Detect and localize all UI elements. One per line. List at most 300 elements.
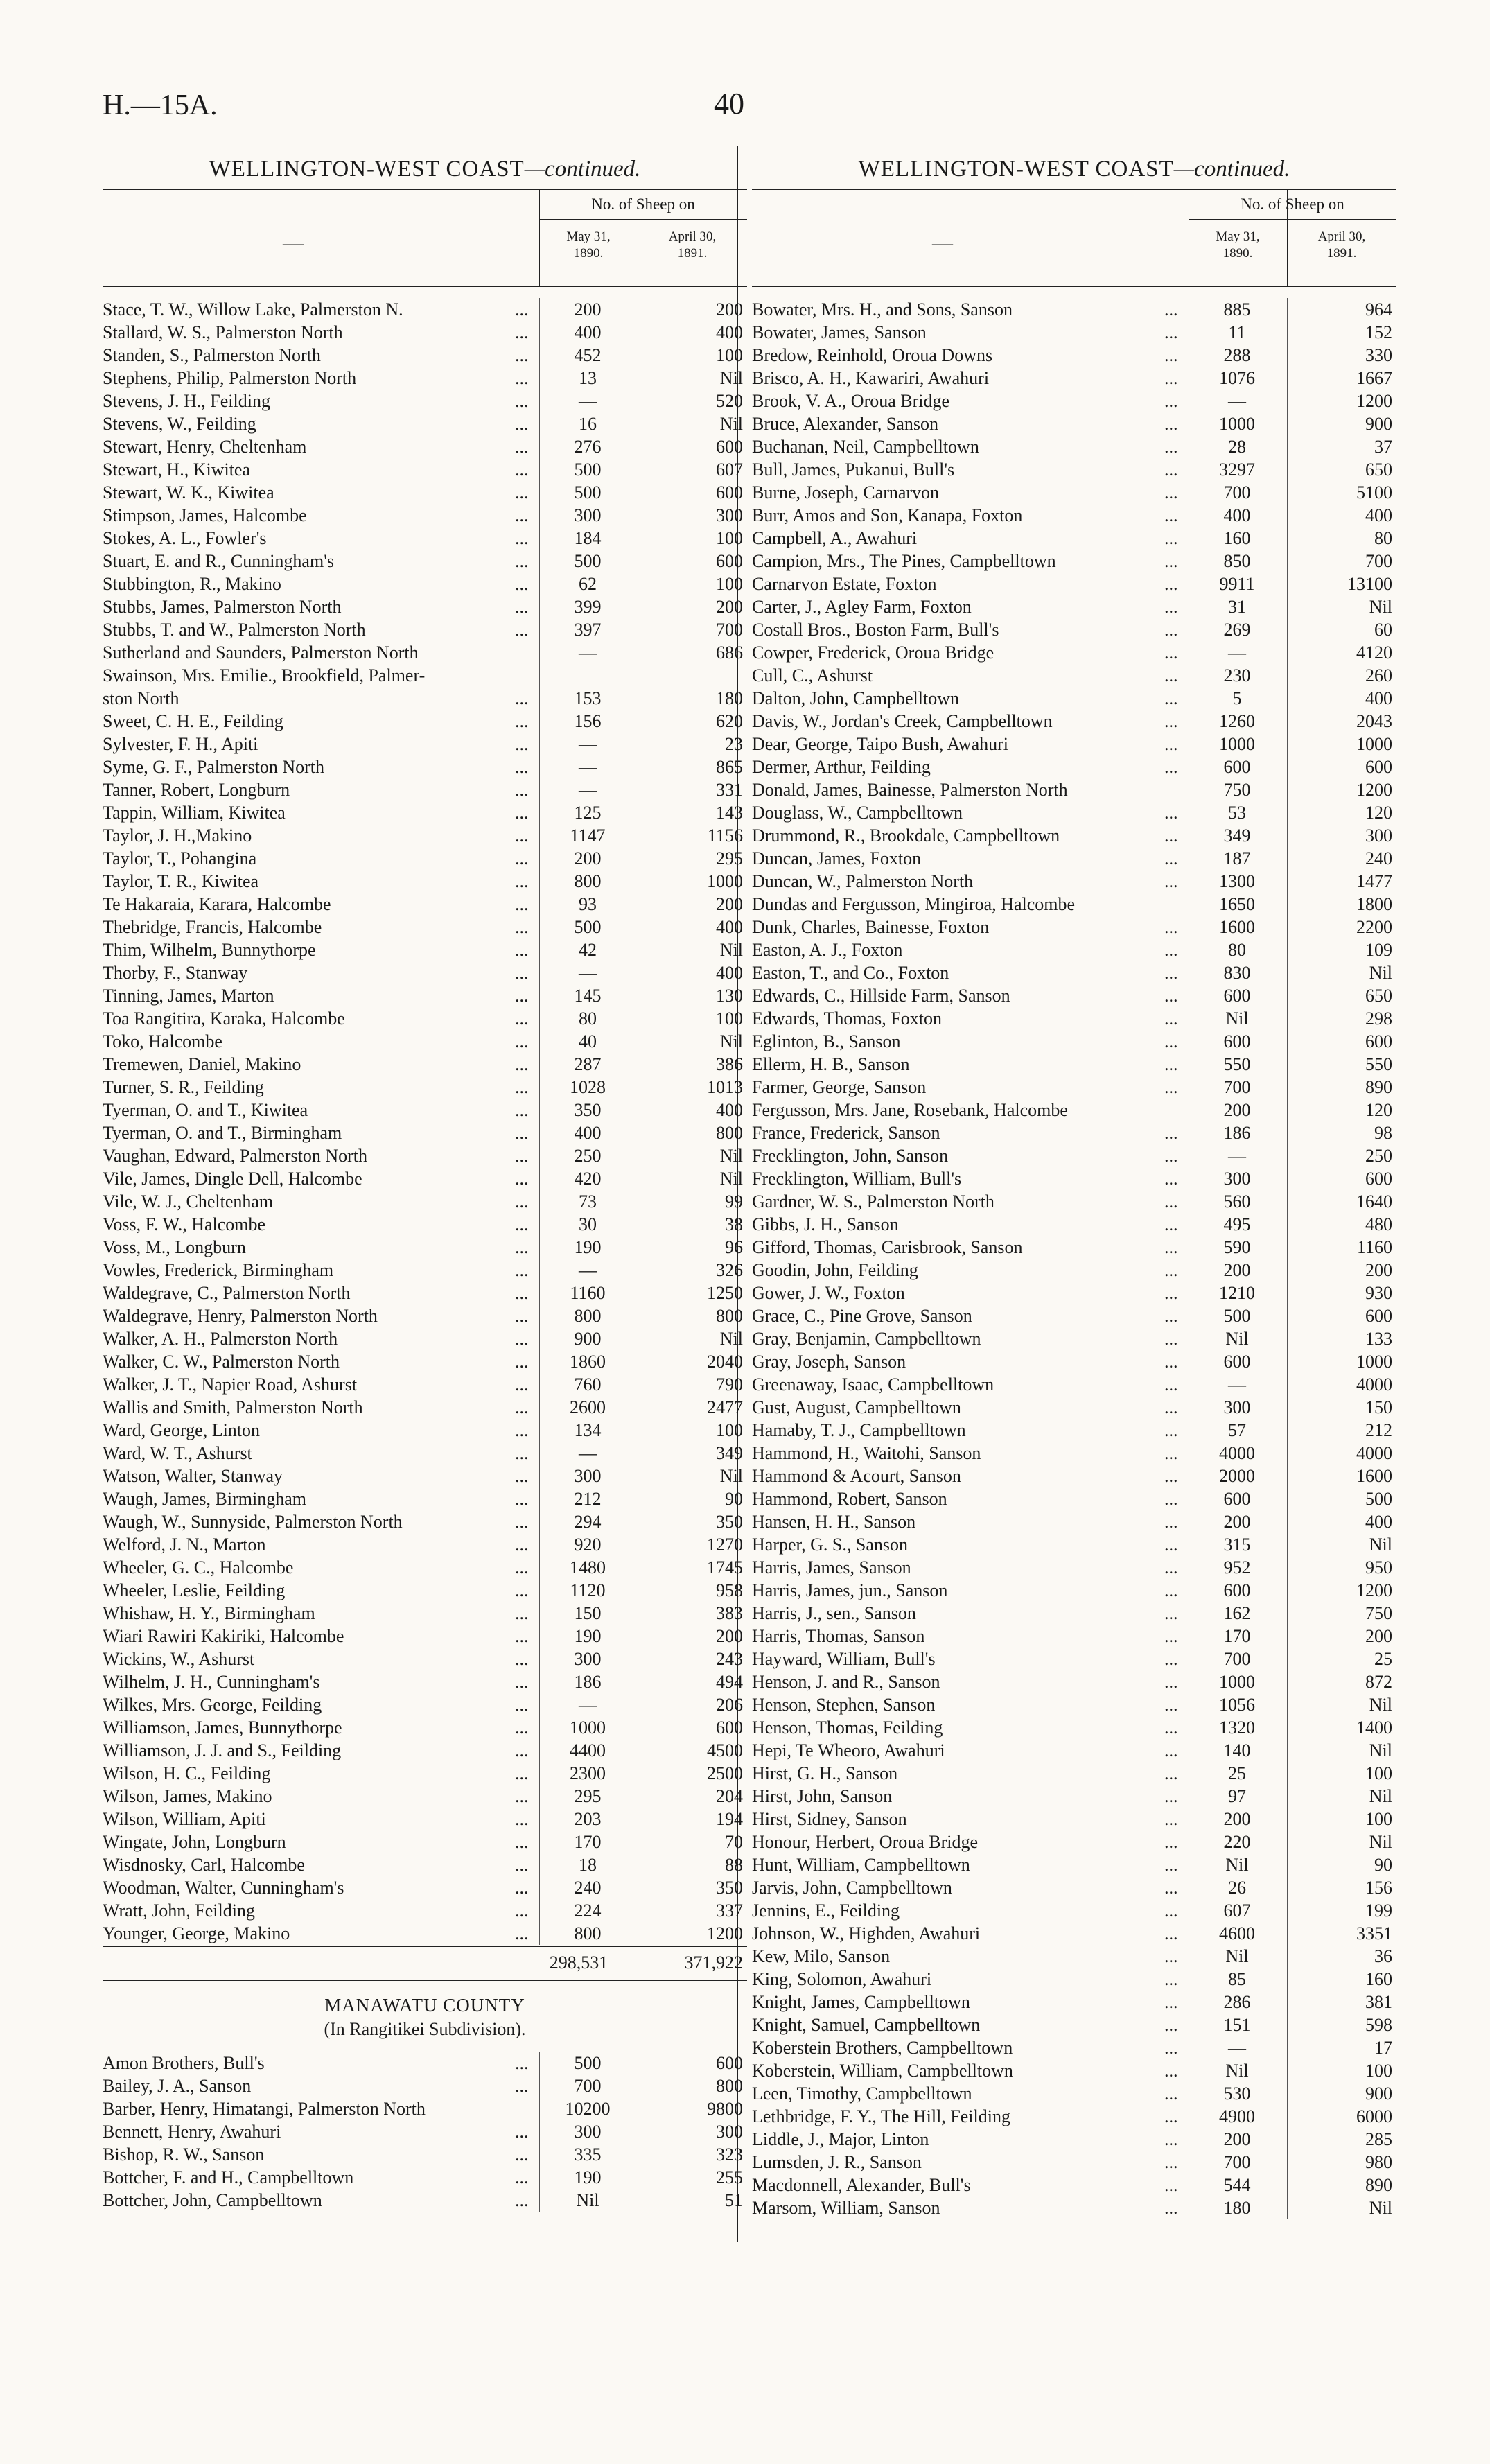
table-row xyxy=(752,2036,1396,2059)
sheep-1890: 400 xyxy=(1223,505,1251,525)
table-row xyxy=(103,1167,747,1190)
leader-dots: ... xyxy=(1164,1397,1178,1417)
leader-dots: ... xyxy=(1164,1626,1178,1646)
sheep-1890: 5 xyxy=(1232,688,1242,708)
sheep-1891: 152 xyxy=(1365,322,1392,342)
table-row xyxy=(103,1853,747,1876)
leader-dots: ... xyxy=(515,688,529,708)
leader-dots: ... xyxy=(515,299,529,320)
owner-name: Douglass, W., Campbelltown xyxy=(752,803,963,823)
sheep-1891: Nil xyxy=(719,1466,743,1486)
owner-name: Dear, George, Taipo Bush, Awahuri xyxy=(752,734,1008,754)
owner-name: Hammond, H., Waitohi, Sanson xyxy=(752,1443,981,1463)
sheep-1890: 16 xyxy=(579,414,597,434)
sheep-1891: 200 xyxy=(1365,1626,1392,1646)
sheep-1891: 1250 xyxy=(707,1283,743,1303)
sheep-1890: 200 xyxy=(1223,1260,1251,1280)
sheep-count-header: No. of Sheep on xyxy=(591,195,695,213)
may-1890-header: May 31, 1890. xyxy=(566,229,611,261)
sheep-1891: 600 xyxy=(1365,757,1392,777)
table-row xyxy=(752,893,1396,916)
table-row xyxy=(752,2105,1396,2128)
owner-name: Edwards, Thomas, Foxton xyxy=(752,1008,942,1029)
owner-name: Bull, James, Pukanui, Bull's xyxy=(752,460,955,480)
owner-name: Hirst, Sidney, Sanson xyxy=(752,1809,907,1829)
sheep-1890: 1028 xyxy=(570,1077,606,1097)
table-row xyxy=(752,1373,1396,1396)
may-1890-header: May 31, 1890. xyxy=(1216,229,1260,261)
owner-name: Voss, M., Longburn xyxy=(103,1237,246,1257)
sheep-1891: 5100 xyxy=(1356,482,1392,503)
sheep-1890: 160 xyxy=(1223,528,1251,548)
sheep-1890: 200 xyxy=(1223,1512,1251,1532)
table-row xyxy=(103,298,747,321)
owner-name: Henson, Thomas, Feilding xyxy=(752,1718,943,1738)
sheep-1890: 952 xyxy=(1223,1557,1251,1578)
sheep-1891: 120 xyxy=(1365,803,1392,823)
owner-name: Taylor, T., Pohangina xyxy=(103,848,257,868)
owner-name: Bishop, R. W., Sanson xyxy=(103,2144,265,2165)
sheep-1890: 287 xyxy=(574,1054,602,1074)
sheep-1891: 500 xyxy=(1365,1489,1392,1509)
table-row xyxy=(752,1487,1396,1510)
sheep-1890: 315 xyxy=(1223,1535,1251,1555)
owner-name: Frecklington, William, Bull's xyxy=(752,1169,962,1189)
sheep-1890: — xyxy=(579,1260,597,1280)
sheep-1891: 90 xyxy=(1374,1855,1392,1875)
leader-dots: ... xyxy=(515,1763,529,1783)
owner-name: Henson, J. and R., Sanson xyxy=(752,1672,940,1692)
owner-name: Tyerman, O. and T., Kiwitea xyxy=(103,1100,308,1120)
leader-dots: ... xyxy=(1164,734,1178,754)
sheep-1891: 255 xyxy=(716,2167,743,2187)
leader-dots: ... xyxy=(1164,986,1178,1006)
owner-name: Gray, Benjamin, Campbelltown xyxy=(752,1329,981,1349)
sheep-1890: — xyxy=(579,780,597,800)
table-row xyxy=(752,595,1396,618)
sheep-1891: 2200 xyxy=(1356,917,1392,937)
table-row xyxy=(752,2151,1396,2174)
sheep-1890: 180 xyxy=(1223,2198,1251,2218)
owner-name: Bruce, Alexander, Sanson xyxy=(752,414,939,434)
table-row xyxy=(103,961,747,984)
table-row xyxy=(752,1602,1396,1625)
leader-dots: ... xyxy=(515,2122,529,2142)
leader-dots: ... xyxy=(1164,551,1178,571)
sheep-1891: 60 xyxy=(1374,620,1392,640)
leader-dots: ... xyxy=(1164,2106,1178,2126)
sheep-1891: 2500 xyxy=(707,1763,743,1783)
leader-dots: ... xyxy=(1164,1191,1178,1212)
owner-name: Vile, W. J., Cheltenham xyxy=(103,1191,274,1212)
owner-name: Burne, Joseph, Carnarvon xyxy=(752,482,940,503)
owner-name: Tinning, James, Marton xyxy=(103,986,274,1006)
table-row xyxy=(103,1190,747,1213)
table-row xyxy=(103,1899,747,1922)
sheep-1891: 350 xyxy=(716,1512,743,1532)
table-row xyxy=(752,1030,1396,1053)
sheep-1891: 1200 xyxy=(1356,1580,1392,1600)
owner-name: ston North xyxy=(103,688,179,708)
sheep-1890: 600 xyxy=(1223,1352,1251,1372)
owner-name: Kew, Milo, Sanson xyxy=(752,1946,891,1966)
sheep-1890: 1210 xyxy=(1219,1283,1255,1303)
table-row xyxy=(103,481,747,504)
sheep-1891: 2043 xyxy=(1356,711,1392,731)
owner-name: Hansen, H. H., Sanson xyxy=(752,1512,916,1532)
sheep-1890: 600 xyxy=(1223,1580,1251,1600)
owner-name: Waugh, W., Sunnyside, Palmerston North xyxy=(103,1512,403,1532)
leader-dots: ... xyxy=(1164,1649,1178,1669)
sheep-1891: 1000 xyxy=(707,871,743,891)
sheep-1890: 9911 xyxy=(1219,574,1255,594)
leader-dots: ... xyxy=(1164,528,1178,548)
sheep-1891: 204 xyxy=(716,1786,743,1806)
sheep-1891: 650 xyxy=(1365,986,1392,1006)
sheep-1891: 212 xyxy=(1365,1420,1392,1440)
sheep-1890: 590 xyxy=(1223,1237,1251,1257)
sheep-1890: — xyxy=(1228,1374,1246,1395)
table-row xyxy=(752,1327,1396,1350)
owner-name: Sweet, C. H. E., Feilding xyxy=(103,711,283,731)
leader-dots: ... xyxy=(515,551,529,571)
county-heading: MANAWATU COUNTY xyxy=(324,1995,525,2016)
sheep-1891: 143 xyxy=(716,803,743,823)
sheep-1890: 200 xyxy=(574,299,602,320)
owner-name: Wheeler, Leslie, Feilding xyxy=(103,1580,286,1600)
table-row xyxy=(103,778,747,801)
sheep-1891: 520 xyxy=(716,391,743,411)
sheep-1891: 17 xyxy=(1374,2038,1392,2058)
leader-dots: ... xyxy=(1164,1008,1178,1029)
owner-name: Sutherland and Saunders, Palmerston North xyxy=(103,643,419,663)
sheep-1891: 1800 xyxy=(1356,894,1392,914)
right-column-title xyxy=(752,152,1396,189)
sheep-1890: 560 xyxy=(1223,1191,1251,1212)
leader-dots: ... xyxy=(515,1169,529,1189)
table-row xyxy=(752,1785,1396,1808)
table-row xyxy=(103,2189,747,2212)
sheep-1890: — xyxy=(579,391,597,411)
owner-name: Syme, G. F., Palmerston North xyxy=(103,757,325,777)
owner-name: Edwards, C., Hillside Farm, Sanson xyxy=(752,986,1010,1006)
table-row xyxy=(103,1099,747,1121)
sheep-1890: — xyxy=(1228,2038,1246,2058)
sheep-1890: 203 xyxy=(574,1809,602,1829)
leader-dots: ... xyxy=(515,1123,529,1143)
sheep-1891: 1156 xyxy=(707,825,743,846)
total-1891: 371,922 xyxy=(684,1952,743,1973)
table-row xyxy=(103,1830,747,1853)
owner-name: Wratt, John, Feilding xyxy=(103,1901,255,1921)
table-row xyxy=(103,412,747,435)
table-row xyxy=(103,344,747,367)
sheep-1891: 381 xyxy=(1365,1992,1392,2012)
table-row xyxy=(752,1419,1396,1442)
sheep-1891: 2477 xyxy=(707,1397,743,1417)
sheep-1890: 26 xyxy=(1228,1878,1246,1898)
april-1891-header: April 30, 1891. xyxy=(668,229,717,261)
sheep-1891: 156 xyxy=(1365,1878,1392,1898)
sheep-1891: 400 xyxy=(716,1100,743,1120)
owner-name: Campbell, A., Awahuri xyxy=(752,528,918,548)
owner-name: Burr, Amos and Son, Kanapa, Foxton xyxy=(752,505,1023,525)
table-row xyxy=(752,847,1396,870)
sheep-1891: 400 xyxy=(716,963,743,983)
table-row xyxy=(752,1670,1396,1693)
leader-dots: ... xyxy=(515,711,529,731)
owner-name: Harris, Thomas, Sanson xyxy=(752,1626,925,1646)
table-row xyxy=(752,664,1396,687)
leader-dots: ... xyxy=(1164,2129,1178,2149)
owner-name: Dundas and Fergusson, Mingiroa, Halcombe xyxy=(752,894,1076,914)
sheep-1890: 97 xyxy=(1228,1786,1246,1806)
owner-name: Knight, James, Campbelltown xyxy=(752,1992,970,2012)
owner-name: Walker, C. W., Palmerston North xyxy=(103,1352,340,1372)
sheep-1891: 1000 xyxy=(1356,734,1392,754)
sheep-1891: Nil xyxy=(719,414,743,434)
sheep-1891: 1200 xyxy=(1356,391,1392,411)
leader-dots: ... xyxy=(1164,1946,1178,1966)
sheep-1891: 80 xyxy=(1374,528,1392,548)
sheep-1891: Nil xyxy=(1369,1786,1392,1806)
owner-name: Leen, Timothy, Campbelltown xyxy=(752,2083,972,2104)
sheep-1890: 3297 xyxy=(1219,460,1255,480)
table-row xyxy=(752,1693,1396,1716)
table-row xyxy=(752,1236,1396,1259)
sheep-1890: 240 xyxy=(574,1878,602,1898)
leader-dots: ... xyxy=(1164,1832,1178,1852)
leader-dots: ... xyxy=(515,482,529,503)
leader-dots: ... xyxy=(515,1420,529,1440)
sheep-1890: 452 xyxy=(574,345,602,365)
owner-name: Hirst, John, Sanson xyxy=(752,1786,893,1806)
sheep-1891: 790 xyxy=(716,1374,743,1395)
leader-dots: ... xyxy=(1164,1306,1178,1326)
leader-dots: ... xyxy=(1164,757,1178,777)
sheep-1891: 337 xyxy=(716,1901,743,1921)
leader-dots: ... xyxy=(1164,2015,1178,2035)
left-title-suffix: —continued. xyxy=(524,157,641,182)
owner-name: Walker, A. H., Palmerston North xyxy=(103,1329,338,1349)
table-row xyxy=(103,824,747,847)
sheep-1891: 160 xyxy=(1365,1969,1392,1989)
sheep-1891: 400 xyxy=(1365,688,1392,708)
right-column xyxy=(752,152,1396,2219)
leader-dots: ... xyxy=(1164,1146,1178,1166)
table-row xyxy=(103,733,747,755)
leader-dots: ... xyxy=(515,1008,529,1029)
sheep-1891: 600 xyxy=(1365,1169,1392,1189)
leader-dots: ... xyxy=(1164,643,1178,663)
leader-dots: ... xyxy=(515,871,529,891)
sheep-1891: 480 xyxy=(1365,1214,1392,1234)
sheep-1890: 700 xyxy=(1223,2152,1251,2172)
sheep-1891: Nil xyxy=(1369,963,1392,983)
sheep-1890: Nil xyxy=(1225,1008,1249,1029)
sheep-1890: 600 xyxy=(1223,1031,1251,1051)
owner-name: Thebridge, Francis, Halcombe xyxy=(103,917,322,937)
sheep-1891: 1640 xyxy=(1356,1191,1392,1212)
table-row xyxy=(103,1053,747,1076)
sheep-1890: 224 xyxy=(574,1901,602,1921)
owner-name: Bottcher, F. and H., Campbelltown xyxy=(103,2167,354,2187)
sheep-1891: Nil xyxy=(1369,2198,1392,2218)
leader-dots: ... xyxy=(1164,871,1178,891)
leader-dots: ... xyxy=(515,1649,529,1669)
sheep-1890: 13 xyxy=(579,368,597,388)
sheep-1890: 760 xyxy=(574,1374,602,1395)
leader-dots: ... xyxy=(515,1031,529,1051)
table-row xyxy=(103,618,747,641)
owner-name: France, Frederick, Sanson xyxy=(752,1123,940,1143)
table-row xyxy=(752,390,1396,412)
leader-dots: ... xyxy=(1164,414,1178,434)
sheep-1891: 199 xyxy=(1365,1901,1392,1921)
table-row xyxy=(103,893,747,916)
sheep-1890: 399 xyxy=(574,597,602,617)
sheep-1891: 4000 xyxy=(1356,1443,1392,1463)
sheep-1891: Nil xyxy=(719,1169,743,1189)
table-row xyxy=(103,870,747,893)
sheep-1891: 90 xyxy=(725,1489,743,1509)
leader-dots: ... xyxy=(1164,1237,1178,1257)
leader-dots: ... xyxy=(1164,1260,1178,1280)
table-row xyxy=(103,2120,747,2143)
leader-dots: ... xyxy=(1164,620,1178,640)
sheep-1891: Nil xyxy=(719,1146,743,1166)
table-row xyxy=(752,1853,1396,1876)
table-row xyxy=(752,710,1396,733)
leader-dots: ... xyxy=(1164,1169,1178,1189)
sheep-1890: 25 xyxy=(1228,1763,1246,1783)
owner-name: Voss, F. W., Halcombe xyxy=(103,1214,266,1234)
table-row xyxy=(103,1762,747,1785)
table-row xyxy=(752,1556,1396,1579)
leader-dots: ... xyxy=(515,345,529,365)
leader-dots: ... xyxy=(1164,1969,1178,1989)
table-row xyxy=(752,1991,1396,2013)
owner-name: Waugh, James, Birmingham xyxy=(103,1489,306,1509)
table-row xyxy=(103,1670,747,1693)
sheep-1891: 598 xyxy=(1365,2015,1392,2035)
sheep-1891: 331 xyxy=(716,780,743,800)
sheep-1890: 220 xyxy=(1223,1832,1251,1852)
sheep-1890: 30 xyxy=(579,1214,597,1234)
table-row xyxy=(103,1625,747,1648)
sheep-1890: 420 xyxy=(574,1169,602,1189)
sheep-1890: Nil xyxy=(1225,1946,1249,1966)
sheep-1891: 70 xyxy=(725,1832,743,1852)
sheep-1890: 4000 xyxy=(1219,1443,1255,1463)
sheep-1891: 350 xyxy=(716,1878,743,1898)
table-row xyxy=(752,916,1396,938)
table-row xyxy=(752,1922,1396,1945)
leader-dots: ... xyxy=(1164,345,1178,365)
sheep-1891: 386 xyxy=(716,1054,743,1074)
sheep-1890: 1000 xyxy=(1219,414,1255,434)
owner-name: Gower, J. W., Foxton xyxy=(752,1283,905,1303)
owner-name: Lethbridge, F. Y., The Hill, Feilding xyxy=(752,2106,1010,2126)
sheep-1891: 700 xyxy=(1365,551,1392,571)
sheep-1891: 330 xyxy=(1365,345,1392,365)
table-row xyxy=(103,2074,747,2097)
sheep-1890: — xyxy=(1228,1146,1246,1166)
sheep-1890: 186 xyxy=(1223,1123,1251,1143)
sheep-1891: 3351 xyxy=(1356,1923,1392,1943)
owner-name: Liddle, J., Major, Linton xyxy=(752,2129,929,2149)
owner-name: Williamson, J. J. and S., Feilding xyxy=(103,1740,342,1760)
leader-dots: ... xyxy=(515,1603,529,1623)
table-row xyxy=(752,2128,1396,2151)
leader-dots: ... xyxy=(515,620,529,640)
leader-dots: ... xyxy=(515,2053,529,2073)
table-row xyxy=(103,1739,747,1762)
leader-dots: ... xyxy=(515,574,529,594)
leader-dots: ... xyxy=(515,1191,529,1212)
table-row xyxy=(752,2174,1396,2196)
sheep-1890: 153 xyxy=(574,688,602,708)
owner-name: Gardner, W. S., Palmerston North xyxy=(752,1191,994,1212)
owner-name: Whishaw, H. Y., Birmingham xyxy=(103,1603,315,1623)
leader-dots: ... xyxy=(1164,1855,1178,1875)
sheep-1891: 383 xyxy=(716,1603,743,1623)
sheep-1891: 200 xyxy=(1365,1260,1392,1280)
table-row xyxy=(752,550,1396,573)
sheep-1890: 53 xyxy=(1228,803,1246,823)
sheep-1890: 500 xyxy=(574,551,602,571)
sheep-1891: 25 xyxy=(1374,1649,1392,1669)
leader-dots: ... xyxy=(515,1923,529,1943)
sheep-1891: 100 xyxy=(716,345,743,365)
sheep-1891: 96 xyxy=(725,1237,743,1257)
leader-dots: ... xyxy=(515,1397,529,1417)
sheep-1891: 620 xyxy=(716,711,743,731)
table-row xyxy=(103,1236,747,1259)
owner-name: Wingate, John, Longburn xyxy=(103,1832,286,1852)
sheep-1890: 335 xyxy=(574,2144,602,2165)
sheep-1890: 150 xyxy=(574,1603,602,1623)
sheep-1891: 600 xyxy=(716,551,743,571)
owner-name: King, Solomon, Awahuri xyxy=(752,1969,932,1989)
sheep-1891: 1200 xyxy=(1356,780,1392,800)
sheep-1891: 9800 xyxy=(707,2099,743,2119)
table-row xyxy=(103,390,747,412)
table-row xyxy=(752,733,1396,755)
sheep-1891: 206 xyxy=(716,1695,743,1715)
left-column xyxy=(103,152,747,2212)
page-reference: H.—15A. xyxy=(103,89,218,121)
table-row xyxy=(752,2059,1396,2082)
sheep-1890: 850 xyxy=(1223,551,1251,571)
leader-dots: ... xyxy=(1164,688,1178,708)
table-row xyxy=(752,961,1396,984)
sheep-1891: 1400 xyxy=(1356,1718,1392,1738)
leader-dots: ... xyxy=(515,986,529,1006)
sheep-1891: Nil xyxy=(1369,597,1392,617)
table-row xyxy=(103,1007,747,1030)
sheep-1890: 550 xyxy=(1223,1054,1251,1074)
leader-dots: ... xyxy=(515,1626,529,1646)
table-row xyxy=(103,1396,747,1419)
leader-dots: ... xyxy=(515,1374,529,1395)
table-row xyxy=(103,916,747,938)
sheep-1891: 686 xyxy=(716,643,743,663)
sheep-1891: 109 xyxy=(1365,940,1392,960)
sheep-1891: 100 xyxy=(1365,1809,1392,1829)
leader-dots: ... xyxy=(1164,1923,1178,1943)
table-row xyxy=(752,641,1396,664)
